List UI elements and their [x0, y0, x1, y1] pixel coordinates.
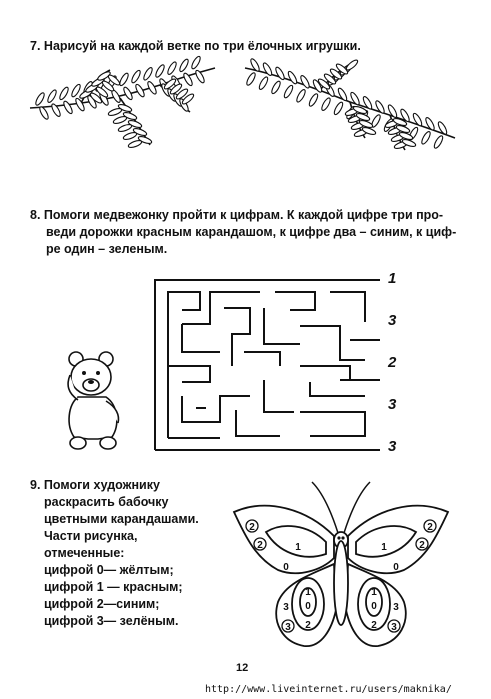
butterfly-number: 2: [371, 620, 377, 631]
fir-needle: [154, 64, 166, 79]
fir-needle: [108, 107, 123, 117]
fir-needle: [287, 70, 299, 85]
maze-label-2: 3: [388, 312, 397, 329]
fir-needle: [38, 106, 50, 121]
fir-needle: [74, 97, 86, 112]
butterfly-number: 2: [427, 522, 433, 533]
task-9-line-4: Части рисунка,: [44, 529, 138, 543]
bear-illustration: [58, 345, 138, 455]
butterfly-number: 2: [305, 620, 311, 631]
butterfly-number: 0: [371, 601, 377, 612]
task-7-number: 7.: [30, 39, 41, 53]
task-9-line-8: цифрой 2—синим;: [44, 597, 160, 611]
fir-needle: [258, 76, 270, 91]
butterfly-number: 3: [283, 602, 289, 613]
task-9-line-7: цифрой 1 — красным;: [44, 580, 183, 594]
butterfly-number: 1: [381, 542, 387, 553]
task-8-line-3: ре один – зеленым.: [46, 242, 168, 256]
task-8-number: 8.: [30, 208, 41, 222]
page-number: 12: [236, 662, 249, 674]
fir-needle: [34, 92, 46, 107]
fir-needle: [333, 101, 345, 116]
butterfly-number: 3: [393, 602, 399, 613]
task-8-instruction: [30, 207, 460, 258]
fir-needle: [320, 97, 332, 112]
fir-needle: [412, 112, 424, 127]
fir-needle: [433, 135, 445, 150]
butterfly-number: 1: [305, 587, 311, 598]
task-9-instruction: [30, 477, 230, 630]
maze-label-4: 3: [388, 396, 397, 413]
fir-needle: [146, 80, 158, 95]
fir-needle: [130, 69, 142, 84]
fir-needle: [46, 89, 58, 104]
fir-needle: [249, 58, 261, 73]
fir-needle: [270, 80, 282, 95]
task-9-line-3: цветными карандашами.: [44, 512, 199, 526]
fir-needle: [362, 95, 374, 110]
maze-illustration: [140, 270, 380, 460]
fir-needle: [262, 62, 274, 77]
fir-needle: [166, 61, 178, 76]
task-8-line-2: веди дорожки красным карандашом, к цифре два – синим, к циф-: [46, 225, 457, 239]
task-9-line-2: раскрасить бабочку: [44, 495, 169, 509]
fir-needle: [387, 104, 399, 119]
butterfly-number: 2: [257, 540, 263, 551]
fir-needle: [62, 100, 74, 115]
maze-label-5: 3: [388, 438, 397, 455]
maze-label-3: 2: [388, 354, 397, 371]
fir-needle: [190, 55, 202, 70]
fir-needle: [178, 58, 190, 73]
fir-needle: [295, 88, 307, 103]
fir-needle: [420, 130, 432, 145]
task-9-line-5: отмеченные:: [44, 546, 125, 560]
butterfly-number: 3: [285, 622, 291, 633]
task-9-line-1: Помоги художнику: [43, 478, 160, 492]
task-9-line-9: цифрой 3— зелёным.: [44, 614, 179, 628]
task-9-line-6: цифрой 0— жёлтым;: [44, 563, 174, 577]
butterfly-number: 3: [391, 622, 397, 633]
fir-needle: [283, 84, 295, 99]
fir-needle: [374, 100, 386, 115]
butterfly-number: 0: [283, 562, 289, 573]
fir-needle: [274, 66, 286, 81]
task-7-text: Нарисуй на каждой ветке по три ёлочных игрушки.: [43, 39, 361, 53]
task-9-number: 9.: [30, 478, 41, 492]
butterfly-number: 1: [295, 542, 301, 553]
task-8-line-1: Помоги медвежонку пройти к цифрам. К каждой цифре три про-: [43, 208, 444, 222]
fir-needle: [437, 121, 449, 136]
maze-label-1: 1: [388, 270, 397, 287]
fir-needle: [142, 66, 154, 81]
fir-needle: [118, 123, 133, 133]
fir-needle: [424, 116, 436, 131]
butterfly-number: 2: [419, 540, 425, 551]
butterfly-number: 2: [249, 522, 255, 533]
fir-needle: [123, 131, 138, 141]
fir-needle: [337, 87, 349, 102]
fir-needle: [113, 115, 128, 125]
fir-needle: [58, 86, 70, 101]
fir-needle: [299, 74, 311, 89]
butterfly-number: 1: [371, 587, 377, 598]
butterfly-number: 0: [393, 562, 399, 573]
fir-needle: [308, 93, 320, 108]
fir-branches-illustration: [0, 50, 491, 190]
fir-needle: [245, 72, 257, 87]
butterfly-illustration: [226, 478, 456, 658]
fir-needle: [128, 139, 143, 149]
butterfly-number: 0: [305, 601, 311, 612]
footer-url: http://www.liveinternet.ru/users/maknika/: [205, 684, 452, 695]
